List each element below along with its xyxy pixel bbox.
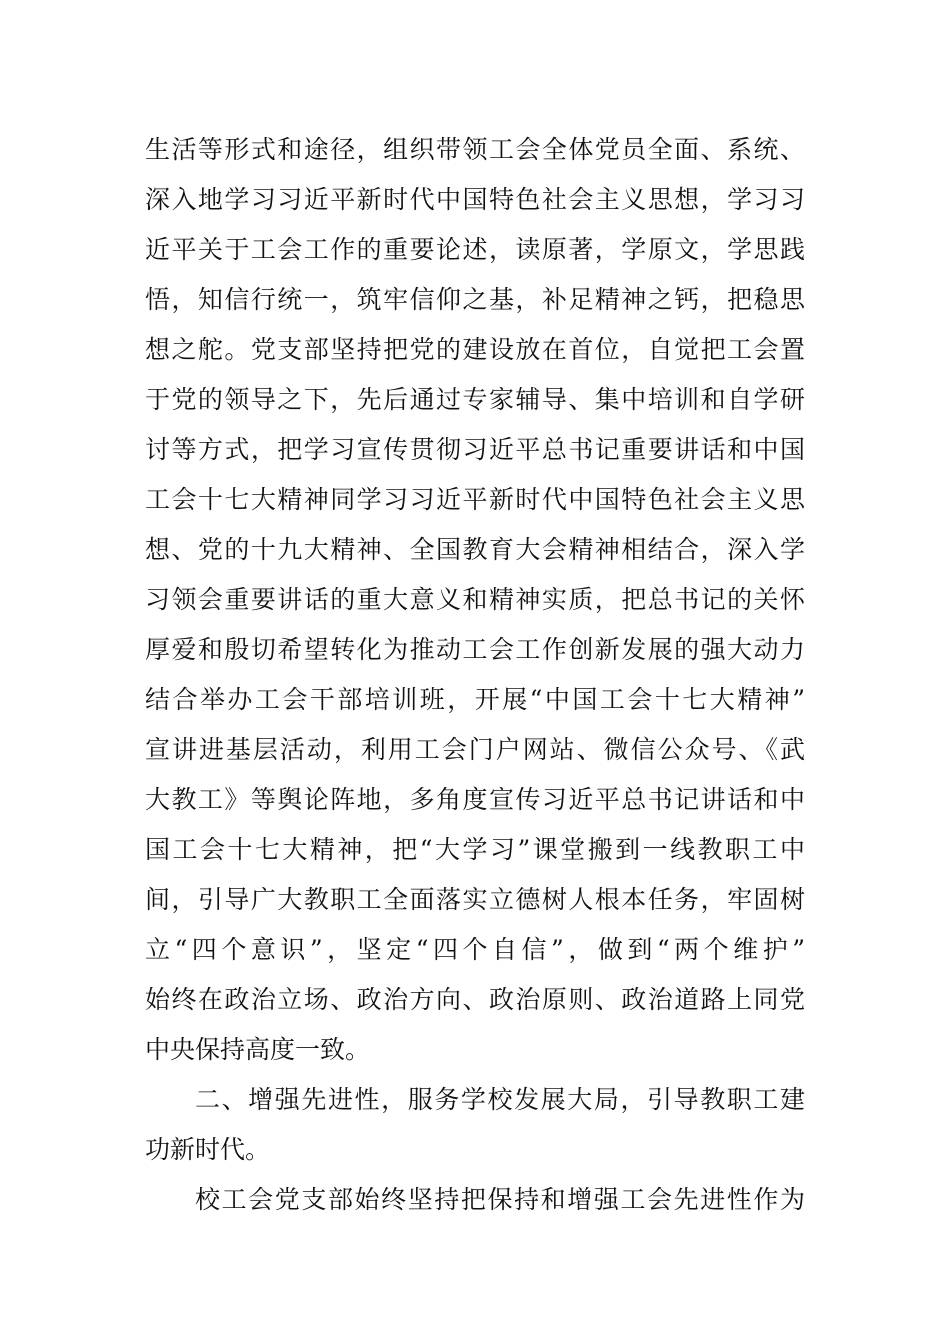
text-line: 间，引导广大教职工全面落实立德树人根本任务，牢固树 — [145, 885, 805, 914]
text-line: 结合举办工会干部培训班，开展“中国工会十七大精神” — [145, 685, 805, 714]
text-line: 讨等方式，把学习宣传贯彻习近平总书记重要讲话和中国 — [145, 435, 805, 464]
text-line: 习领会重要讲话的重大意义和精神实质，把总书记的关怀 — [145, 585, 805, 614]
text-line: 想、党的十九大精神、全国教育大会精神相结合，深入学 — [145, 535, 805, 564]
text-line: 近平关于工会工作的重要论述，读原著，学原文，学思践 — [145, 235, 805, 264]
text-line: 宣讲进基层活动，利用工会门户网站、微信公众号、《武 — [145, 735, 805, 764]
text-line: 立“四个意识”，坚定“四个自信”，做到“两个维护” — [145, 935, 805, 964]
text-line: 工会十七大精神同学习习近平新时代中国特色社会主义思 — [145, 485, 805, 514]
text-line: 校工会党支部始终坚持把保持和增强工会先进性作为 — [195, 1185, 805, 1214]
text-line: 大教工》等舆论阵地，多角度宣传习近平总书记讲话和中 — [145, 785, 805, 814]
text-line: 始终在政治立场、政治方向、政治原则、政治道路上同党 — [145, 985, 805, 1014]
text-line: 想之舵。党支部坚持把党的建设放在首位，自觉把工会置 — [145, 335, 805, 364]
section-heading-line: 功新时代。 — [145, 1135, 271, 1164]
section-heading-line: 二、增强先进性，服务学校发展大局，引导教职工建 — [195, 1085, 805, 1114]
text-line: 深入地学习习近平新时代中国特色社会主义思想，学习习 — [145, 185, 805, 214]
text-line: 国工会十七大精神，把“大学习”课堂搬到一线教职工中 — [145, 835, 805, 864]
text-line: 生活等形式和途径，组织带领工会全体党员全面、系统、 — [145, 135, 805, 164]
text-line: 于党的领导之下，先后通过专家辅导、集中培训和自学研 — [145, 385, 805, 414]
text-line: 厚爱和殷切希望转化为推动工会工作创新发展的强大动力 — [145, 635, 805, 664]
text-line: 悟，知信行统一，筑牢信仰之基，补足精神之钙，把稳思 — [145, 285, 805, 314]
text-line: 中央保持高度一致。 — [145, 1035, 371, 1064]
